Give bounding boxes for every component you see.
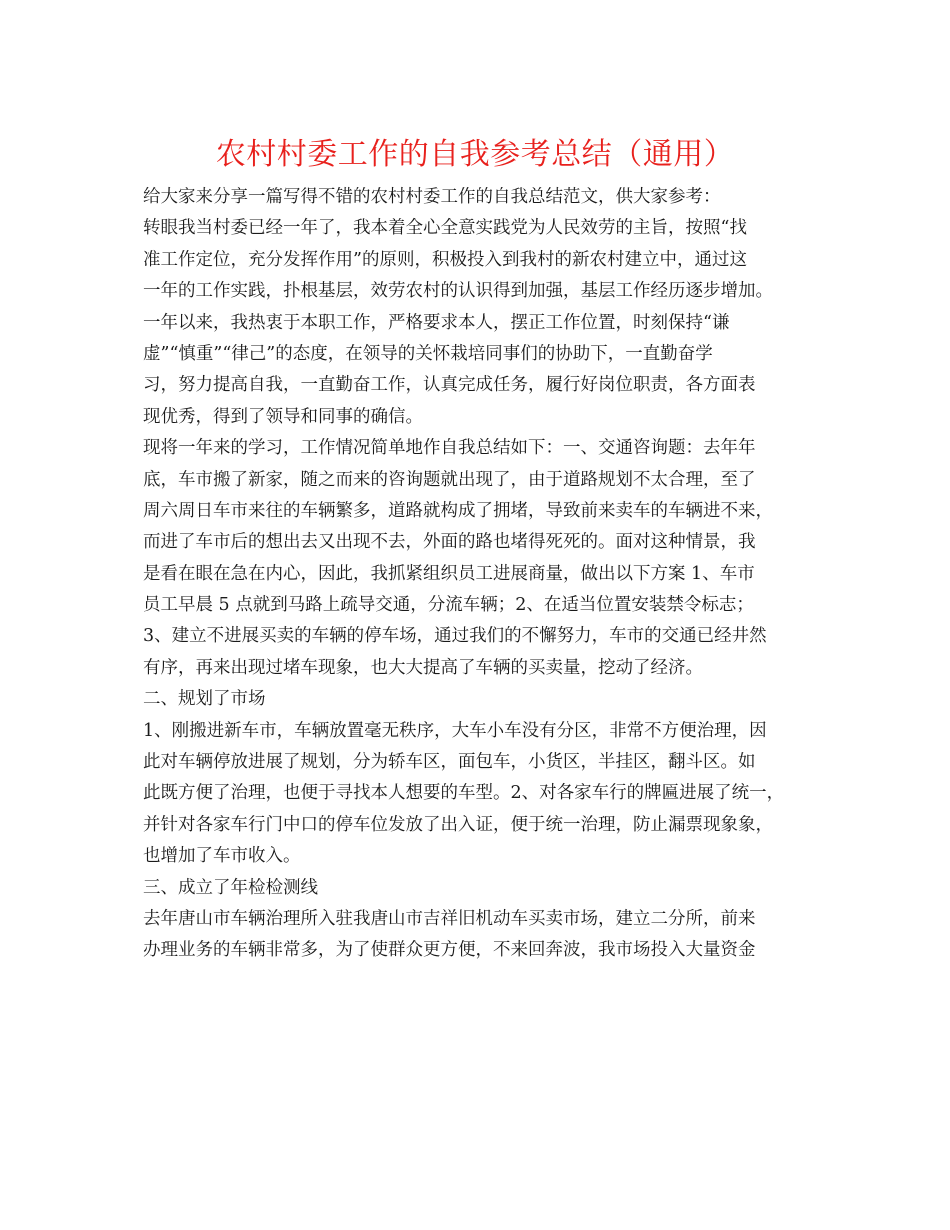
text-line: 周六周日车市来往的车辆繁多，道路就构成了拥堵，导致前来卖车的车辆进不来， — [143, 500, 773, 521]
text-line: 现优秀，得到了领导和同事的确信。 — [143, 406, 423, 427]
text-line: 给大家来分享一篇写得不错的农村村委工作的自我总结范文，供大家参考： — [143, 187, 721, 207]
text-line: 习，努力提高自我，一直勤奋工作，认真完成任务，履行好岗位职责，各方面表 — [143, 375, 756, 396]
section-heading: 三、成立了年检检测线 — [143, 877, 318, 898]
text-line: 一年的工作实践，扑根基层，效劳农村的认识得到加强，基层工作经历逐步增加。 — [143, 281, 773, 302]
text-line: 有序，再来出现过堵车现象，也大大提高了车辆的买卖量，挖动了经济。 — [143, 657, 703, 678]
text-line: 办理业务的车辆非常多，为了使群众更方便，不来回奔波，我市场投入大量资金 — [143, 940, 756, 961]
text-line: 转眼我当村委已经一年了，我本着全心全意实践党为人民效劳的主旨，按照“找 — [143, 218, 747, 239]
text-line: 底，车市搬了新家，随之而来的咨询题就出现了，由于道路规划不太合理，至了 — [143, 469, 756, 490]
text-line: 员工早晨 5 点就到马路上疏导交通，分流车辆；2、在适当位置安装禁令标志； — [143, 595, 754, 616]
text-line: 3、建立不进展买卖的车辆的停车场，通过我们的不懈努力，车市的交通已经井然 — [143, 626, 767, 647]
text-line: 去年唐山市车辆治理所入驻我唐山市吉祥旧机动车买卖市场，建立二分所，前来 — [143, 908, 756, 929]
section-heading: 二、规划了市场 — [143, 689, 266, 710]
text-line: 此对车辆停放进展了规划，分为轿车区，面包车，小货区，半挂区，翻斗区。如 — [143, 752, 756, 773]
text-line: 一年以来，我热衷于本职工作，严格要求本人，摆正工作位置，时刻保持“谦 — [143, 312, 730, 333]
text-line: 现将一年来的学习，工作情况简单地作自我总结如下：一、交通咨询题：去年年 — [143, 438, 756, 459]
text-line: 并针对各家车行门中口的停车位发放了出入证，便于统一治理，防止漏票现象象， — [143, 814, 773, 835]
document-title: 农村村委工作的自我参考总结（通用） — [215, 137, 735, 172]
text-line: 准工作定位，充分发挥作用”的原则，积极投入到我村的新农村建立中，通过这 — [143, 249, 747, 270]
text-line: 虚”“慎重”“律己”的态度，在领导的关怀栽培同事们的协助下，一直勤奋学 — [143, 343, 713, 364]
text-line: 是看在眼在急在内心，因此，我抓紧组织员工进展商量，做出以下方案 1、车市 — [143, 563, 755, 584]
text-line: 而进了车市后的想出去又出现不去，外面的路也堵得死死的。面对这种情景，我 — [143, 532, 756, 553]
document-body — [143, 182, 813, 967]
text-line: 也增加了车市收入。 — [143, 846, 301, 867]
text-line: 此既方便了治理，也便于寻找本人想要的车型。2、对各家车行的牌匾进展了统一， — [143, 783, 785, 804]
text-line: 1、刚搬进新车市，车辆放置毫无秩序，大车小车没有分区，非常不方便治理，因 — [143, 720, 767, 741]
